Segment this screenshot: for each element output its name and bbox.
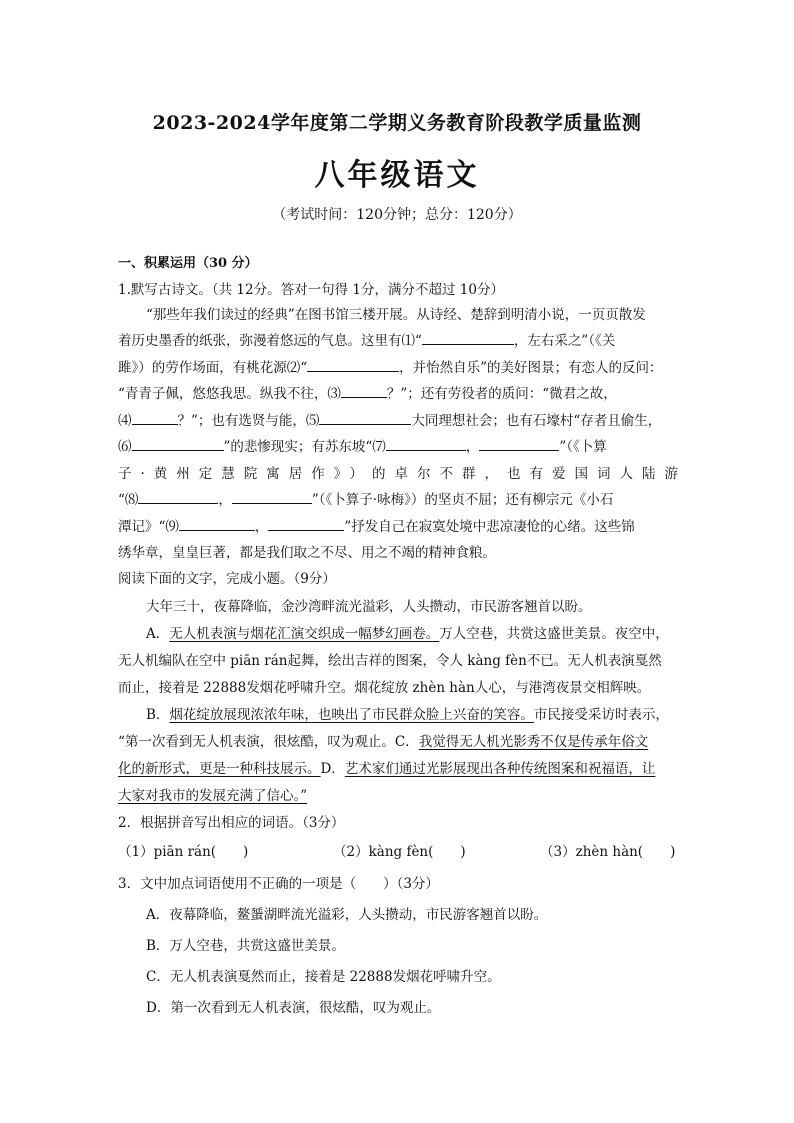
passage-underlined-d2: 大家对我市的发展充满了信心。” <box>118 788 308 804</box>
passage-line-2 <box>146 621 678 647</box>
q1-line-8-text: “⑻ <box>118 492 139 508</box>
passage-marker-a: A． <box>146 626 170 642</box>
passage-line-2-tail: 万人空巷，共赏这盛世美景。夜空中， <box>439 626 669 642</box>
q1-line-3-text: 雎》）的劳作场面，有桃花源⑵“ <box>118 360 308 376</box>
passage-line-4: 而止，接着是 22888发烟花呼啸升空。烟花绽放 zhèn hàn人心，与港湾夜景交相辉映。 <box>118 680 651 696</box>
q1-line-9-tail: ”抒发自己在寂寞处境中悲凉凄怆的心绪。这些锦 <box>344 519 635 535</box>
passage-underlined-a: 无人机表演与烟花汇演交织成一幅梦幻画卷。 <box>169 626 440 642</box>
passage-line-6 <box>118 729 678 755</box>
q1-line-5 <box>118 408 678 434</box>
reading-intro: 阅读下面的文字，完成小题。（9分） <box>118 571 336 587</box>
passage-line-1: 大年三十，夜幕降临，金沙湾畔流光溢彩，人头攒动，市民游客翘首以盼。 <box>146 599 592 615</box>
answer-blank-7a[interactable] <box>386 435 466 451</box>
answer-blank-3[interactable] <box>341 382 387 398</box>
q1-line-2-tail: ，左右采之”（《关 <box>513 333 616 349</box>
q1-line-8 <box>118 487 678 513</box>
q1-line-5-text: ⑷ <box>118 413 132 429</box>
q1-line-4-text: “青青子佩，悠悠我思。纵我不往，⑶ <box>118 386 341 402</box>
answer-blank-7b[interactable] <box>479 435 559 451</box>
q3-option-d[interactable]: D．第一次看到无人机表演，很炫酷，叹为观止。 <box>146 1000 441 1016</box>
answer-blank-4[interactable] <box>132 409 178 425</box>
exam-info: （考试时间：120分钟；总分：120分） <box>272 207 522 223</box>
q1-line-6 <box>118 434 678 460</box>
passage-line-6-text: “第一次看到无人机表演，很炫酷，叹为观止。C． <box>118 734 419 750</box>
q3-option-a[interactable]: A．夜幕降临，鳌蜑湖畔流光溢彩，人头攒动，市民游客翘首以盼。 <box>146 907 548 923</box>
q1-line-10: 绣华章，皇皇巨著，都是我们取之不尽、用之不竭的精神食粮。 <box>118 545 496 561</box>
q2-option-2[interactable]: （2）kàng fèn( ) <box>333 844 466 860</box>
passage-line-5-tail: 市民接受采访时表示， <box>533 707 669 723</box>
q1-stem: 1.默写古诗文。（共 12分。答对一句得 1分，满分不超过 10分） <box>118 282 504 298</box>
passage-line-7 <box>118 756 678 782</box>
q1-line-7: 子·黄州定慧院寓居作》）的卓尔不群，也有爱国词人陆游 <box>118 466 678 482</box>
q1-line-8-comma: ， <box>218 492 232 508</box>
q1-line-8-tail: ”（《卜算子·咏梅》）的坚贞不屈；还有柳宗元《小石 <box>311 492 614 508</box>
q1-line-2 <box>118 328 678 354</box>
q1-line-5-tail: 大同理想社会；也有石壕村“存者且偷生， <box>411 413 662 429</box>
q1-line-9 <box>118 514 678 540</box>
answer-blank-8a[interactable] <box>138 488 218 504</box>
passage-marker-d: D． <box>320 761 345 777</box>
passage-line-8 <box>118 783 678 809</box>
q1-line-3-tail: ，并怡然自乐”的美好图景；有恋人的反问： <box>399 360 663 376</box>
section-heading: 一、积累运用（30 分） <box>118 256 258 271</box>
answer-blank-8b[interactable] <box>232 488 312 504</box>
q1-line-6-comma: ， <box>465 439 480 455</box>
answer-blank-2[interactable] <box>307 356 399 372</box>
q1-line-1: “那些年我们读过的经典”在图书馆三楼开展。从诗经、楚辞到明清小说，一页页散发 <box>146 307 646 323</box>
passage-line-3: 无人机编队在空中 piān rán起舞，绘出吉祥的图案，令人 kàng fèn不已。无人机表演戛然 <box>118 653 662 669</box>
passage-underlined-b: 烟花绽放展现浓浓年味，也映出了市民群众脸上兴奋的笑容。 <box>169 707 534 723</box>
subject-title: 八年级语文 <box>314 158 480 193</box>
passage-underlined-c2: 化的新形式，更是一种科技展示。 <box>118 761 321 777</box>
answer-blank-5[interactable] <box>319 409 411 425</box>
q1-line-4-tail: ？”；还有劳役者的质问：“微君之故， <box>386 386 617 402</box>
q1-line-2-text: 着历史墨香的纸张，弥漫着悠远的气息。这里有⑴“ <box>118 333 422 349</box>
passage-underlined-d1: 艺术家们通过光影展现出各种传统图案和祝福语，让 <box>344 761 656 777</box>
passage-marker-b: B． <box>146 707 170 723</box>
passage-line-5 <box>146 702 678 728</box>
answer-blank-6[interactable] <box>132 435 224 451</box>
q1-line-6-mid: ”的悲惨现实；有苏东坡“⑺ <box>223 439 386 455</box>
answer-blank-9a[interactable] <box>179 515 255 531</box>
q3-stem: 3．文中加点词语使用不正确的一项是（ ）（3分） <box>118 876 439 892</box>
exam-title: 2023-2024学年度第二学期义务教育阶段教学质量监测 <box>152 112 642 134</box>
q1-line-9-text: 潭记》“⑼ <box>118 519 179 535</box>
q3-option-b[interactable]: B．万人空巷，共赏这盛世美景。 <box>146 938 345 954</box>
q2-stem: 2．根据拼音写出相应的词语。（3分） <box>118 815 345 831</box>
q3-option-c[interactable]: C．无人机表演戛然而止，接着是 22888发烟花呼啸升空。 <box>146 969 501 985</box>
q1-line-9-comma: ， <box>254 519 269 535</box>
answer-blank-9b[interactable] <box>268 515 344 531</box>
answer-blank-1[interactable] <box>422 329 514 345</box>
passage-underlined-c1: 我觉得无人机光影秀不仅是传承年俗文 <box>418 734 649 750</box>
q1-line-5-mid: ？”；也有选贤与能，⑸ <box>177 413 320 429</box>
q1-line-3 <box>118 355 678 381</box>
q2-option-3[interactable]: （3）zhèn hàn( ) <box>540 844 676 860</box>
q1-line-6-tail: ”（《卜算 <box>559 439 607 455</box>
q1-line-6-text: ⑹ <box>118 439 132 455</box>
q1-line-4 <box>118 381 678 407</box>
q2-option-1[interactable]: （1）piān rán( ) <box>118 844 249 860</box>
